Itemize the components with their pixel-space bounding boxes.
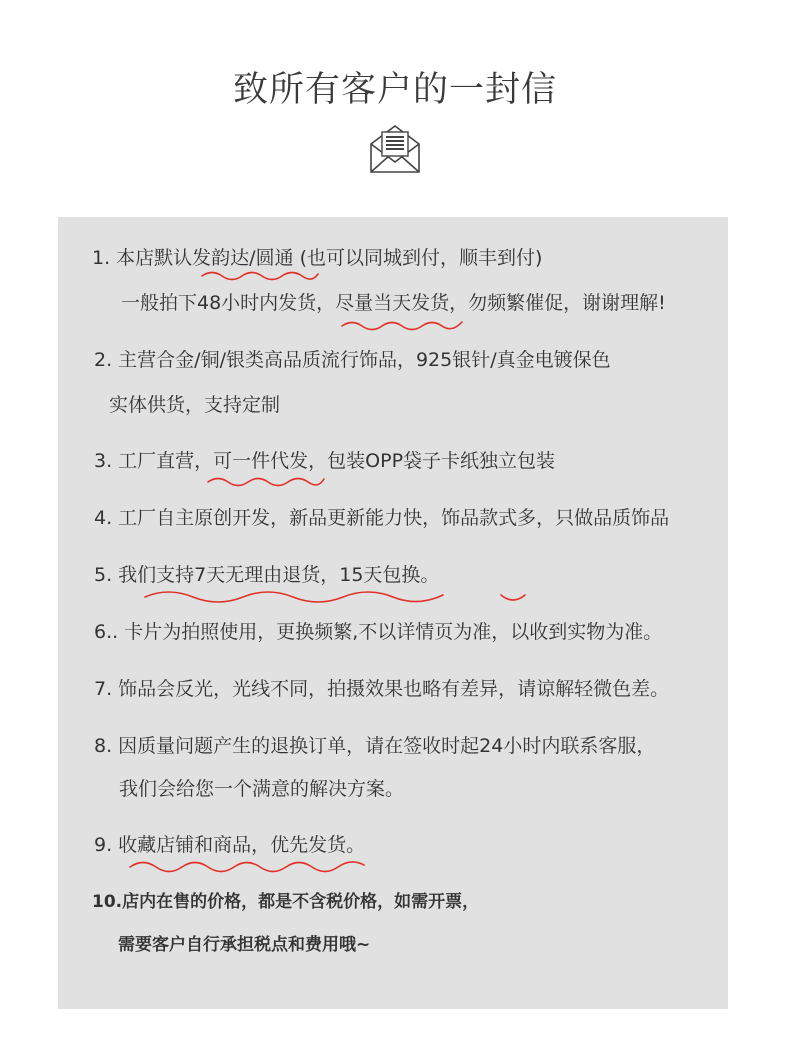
notice-item-10-line-2: 需要客户自行承担税点和费用哦~ bbox=[118, 935, 371, 955]
notice-item-2-line-1: 2. 主营合金/铜/银类高品质流行饰品，925银针/真金电镀保色 bbox=[94, 349, 611, 371]
red-underline-2 bbox=[340, 316, 464, 332]
notice-item-2-line-2: 实体供货，支持定制 bbox=[109, 394, 281, 416]
red-underline-3 bbox=[206, 472, 326, 488]
notice-item-6: 6.. 卡片为拍照使用，更换频繁,不以详情页为准，以收到实物为准。 bbox=[94, 621, 663, 643]
notice-item-1-line-2: 一般拍下48小时内发货，尽量当天发货，勿频繁催促，谢谢理解! bbox=[121, 292, 666, 314]
notice-item-8-line-1: 8. 因质量问题产生的退换订单，请在签收时起24小时内联系客服， bbox=[94, 735, 656, 757]
red-underline-1 bbox=[200, 266, 320, 282]
notice-item-5: 5. 我们支持7天无理由退货，15天包换。 bbox=[94, 564, 440, 586]
page-title: 致所有客户的一封信 bbox=[232, 70, 557, 110]
notice-item-10-line-1: 10.店内在售的价格，都是不含税价格，如需开票， bbox=[92, 892, 480, 912]
notice-item-1-line-1: 1. 本店默认发韵达/圆通 (也可以同城到付，顺丰到付) bbox=[92, 247, 543, 269]
red-underline-5 bbox=[143, 585, 451, 609]
notice-item-7: 7. 饰品会反光，光线不同，拍摄效果也略有差异，请谅解轻微色差。 bbox=[94, 678, 670, 700]
notice-item-9: 9. 收藏店铺和商品，优先发货。 bbox=[94, 834, 366, 856]
envelope-letter-icon bbox=[367, 120, 423, 176]
notice-item-3: 3. 工厂直营，可一件代发，包装OPP袋子卡纸独立包装 bbox=[94, 450, 556, 472]
notice-item-8-line-2: 我们会给您一个满意的解决方案。 bbox=[119, 778, 405, 800]
notice-item-4: 4. 工厂自主原创开发，新品更新能力快，饰品款式多，只做品质饰品 bbox=[94, 507, 670, 529]
red-underline-9 bbox=[128, 855, 378, 875]
